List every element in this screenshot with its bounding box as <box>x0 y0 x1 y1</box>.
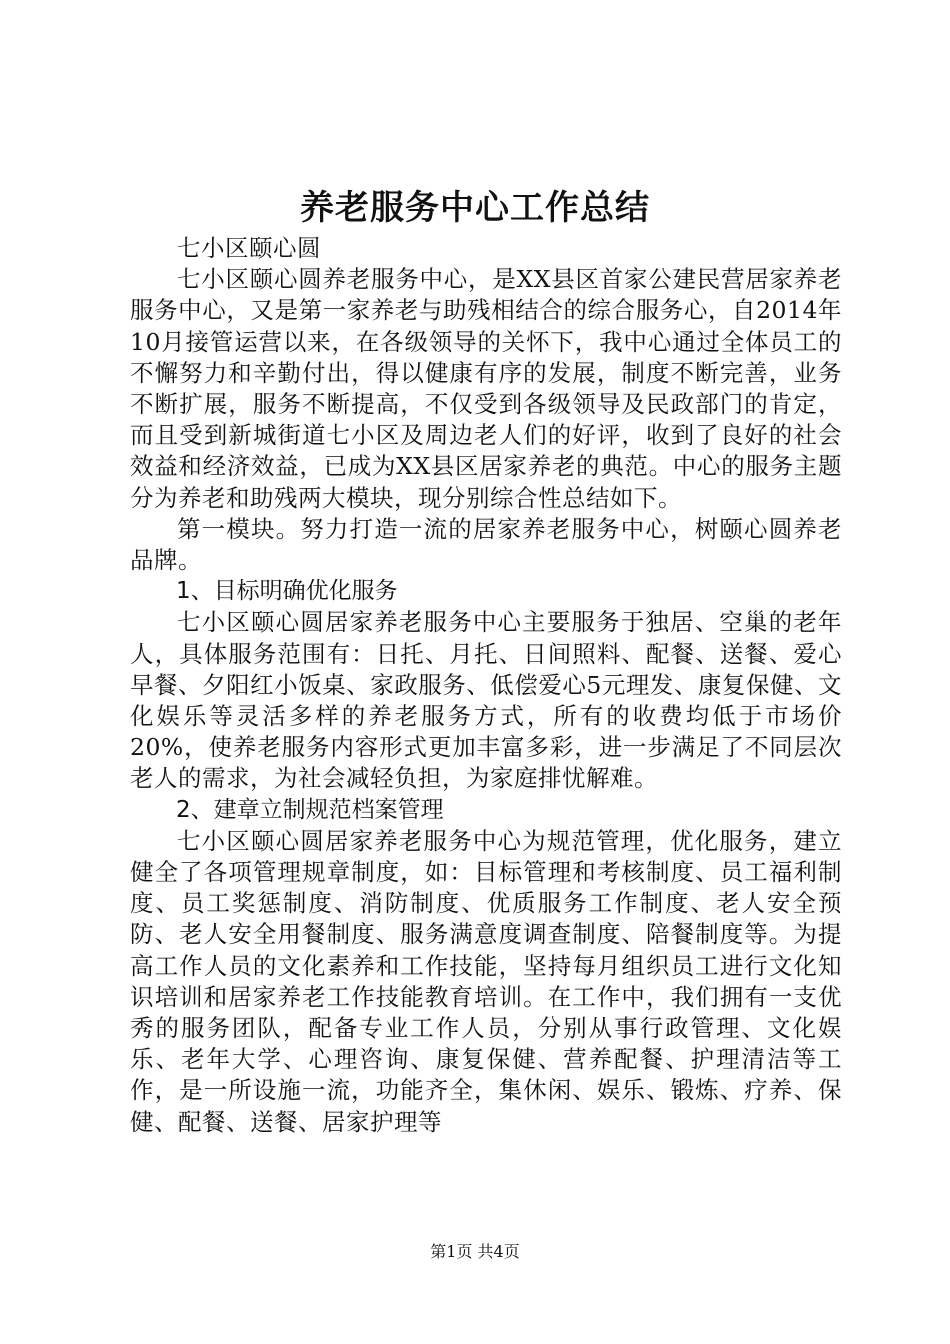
document-title: 养老服务中心工作总结 <box>300 188 650 228</box>
paragraph-services: 七小区颐心圆居家养老服务中心主要服务于独居、空巢的老年人，具体服务范围有：日托、月托、日间照料、配餐、送餐、爱心早餐、夕阳红小饭桌、家政服务、低偿爱心5元理发、康复保健、文化娱乐等灵活多样的养老服务方式，所有的收费均低于市场价20%，使养老服务内容形式更加丰富多彩，进一步满足了不同层次老人的需求，为社会减轻负担，为家庭排忧解难。 <box>130 608 842 793</box>
paragraph-module-one: 第一模块。努力打造一流的居家养老服务中心，树颐心圆养老品牌。 <box>130 514 842 575</box>
paragraph-intro: 七小区颐心圆养老服务中心，是XX县区首家公建民营居家养老服务中心，又是第一家养老与助残相结合的综合服务心，自2014年10月接管运营以来，在各级领导的关怀下，我中心通过全体员工的不懈努力和辛勤付出，得以健康有序的发展，制度不断完善，业务不断扩展，服务不断提高，不仅受到各级领导及民政部门的肯定，而且受到新城街道七小区及周边老人们的好评，收到了良好的社会效益和经济效益，已成为XX县区居家养老的典范。中心的服务主题分为养老和助残两大模块，现分别综合性总结如下。 <box>130 265 842 512</box>
section-heading-1: 1、目标明确优化服务 <box>176 578 398 605</box>
section-heading-2: 2、建章立制规范档案管理 <box>176 796 444 823</box>
page-footer: 第1页 共4页 <box>430 1242 520 1261</box>
paragraph-author: 七小区颐心圆 <box>177 234 321 262</box>
paragraph-management: 七小区颐心圆居家养老服务中心为规范管理，优化服务，建立健全了各项管理规章制度，如：目标管理和考核制度、员工福利制度、员工奖惩制度、消防制度、优质服务工作制度、老人安全预防、老人安全用餐制度、服务满意度调查制度、陪餐制度等。为提高工作人员的文化素养和工作技能，坚持每月组织员工进行文化知识培训和居家养老工作技能教育培训。在工作中，我们拥有一支优秀的服务团队，配备专业工作人员，分别从事行政管理、文化娱乐、老年大学、心理咨询、康复保健、营养配餐、护理清洁等工作，是一所设施一流，功能齐全，集休闲、娱乐、锻炼、疗养、保健、配餐、送餐、居家护理等 <box>130 826 842 1136</box>
document-body <box>130 233 842 1138</box>
